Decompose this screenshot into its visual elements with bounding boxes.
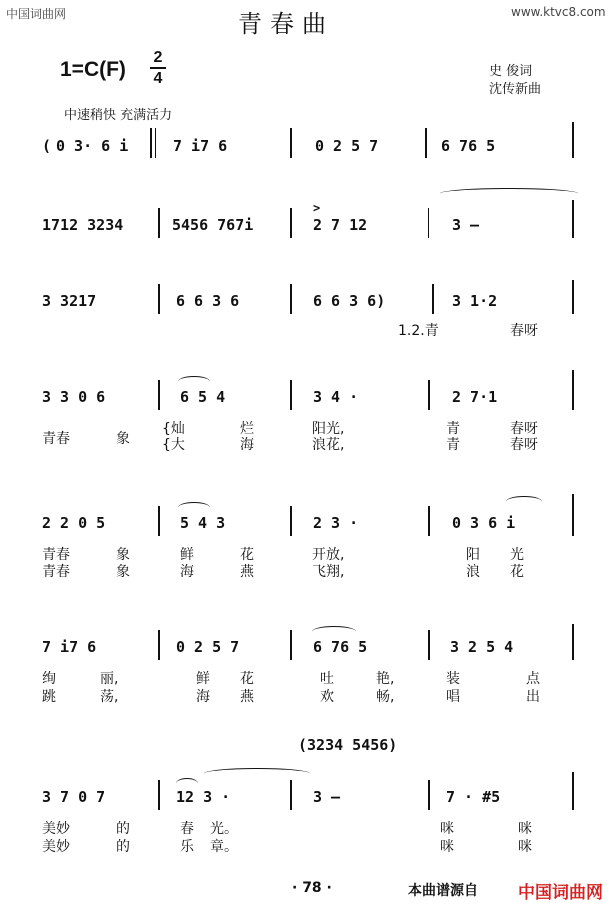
repeat-barline-thin <box>155 128 156 158</box>
barline <box>572 122 574 158</box>
lyric: 飞翔, <box>312 564 345 580</box>
slur-arc <box>506 496 542 507</box>
lyric: 出 <box>526 689 540 705</box>
lyric: {大 <box>162 437 185 453</box>
barline <box>572 624 574 660</box>
accent-mark: > <box>313 201 321 215</box>
lyric: 乐 <box>180 839 194 855</box>
lyric: 青春 <box>42 564 70 580</box>
lyric: 的 <box>116 821 130 837</box>
barline <box>158 208 160 238</box>
measure: 0 3 6 i <box>452 514 516 532</box>
lyric: 海 <box>180 564 194 580</box>
tempo-marking: 中速稍快 充满活力 <box>64 108 173 123</box>
barline-dashed <box>428 208 429 238</box>
barline <box>428 380 430 410</box>
lyric: 烂 <box>240 421 254 437</box>
watermark-left: 中国词曲网 <box>6 7 67 21</box>
measure: 5456 767i <box>172 216 254 234</box>
measure: 7 · #5 <box>446 788 501 806</box>
barline <box>572 772 574 810</box>
page-number: · 78 · <box>292 880 332 896</box>
instrumental-fill: (3234 5456) <box>298 736 398 754</box>
barline <box>428 630 430 660</box>
lyric: 浪 <box>466 564 480 580</box>
lyric: 花 <box>240 547 254 563</box>
measure: 1712 3234 <box>42 216 124 234</box>
slur-arc <box>178 376 210 387</box>
lyric: 欢 <box>320 689 334 705</box>
time-divider <box>150 67 166 69</box>
lyric: 阳 <box>466 547 480 563</box>
measure: 6 6 3 6 <box>176 292 240 310</box>
measure: 7 i7 6 <box>173 137 228 155</box>
tie-arc <box>204 768 310 779</box>
lyric: 燕 <box>240 689 254 705</box>
lyric: 浪花, <box>312 437 345 453</box>
lyric: 燕 <box>240 564 254 580</box>
barline <box>158 284 160 314</box>
lyric: 咪 <box>440 821 454 837</box>
lyric: 春呀 <box>510 323 538 339</box>
measure: 6 5 4 <box>180 388 226 406</box>
lyric: 花 <box>240 671 254 687</box>
key-signature: 1=C(F) <box>60 58 126 81</box>
lyric: 艳, <box>376 671 395 687</box>
lyric: 鲜 <box>196 671 210 687</box>
barline <box>290 128 292 158</box>
lyric: 海 <box>196 689 210 705</box>
lyric: 花 <box>510 564 524 580</box>
song-title: 青春曲 <box>238 10 334 38</box>
measure: 2 3 · <box>313 514 359 532</box>
lyric: 章。 <box>210 839 238 855</box>
measure: 2 7 12 <box>313 216 368 234</box>
measure: 3 2 5 4 <box>450 638 514 656</box>
barline <box>572 370 574 410</box>
barline <box>572 280 574 314</box>
repeat-barline <box>150 128 152 158</box>
lyric: 咪 <box>518 821 532 837</box>
composer-credit: 沈传新曲 <box>489 82 542 97</box>
lyric: 美妙 <box>42 821 70 837</box>
measure: 2 2 0 5 <box>42 514 106 532</box>
barline <box>158 630 160 660</box>
source-label: 本曲谱源自 <box>408 883 478 899</box>
tie-arc <box>440 188 578 199</box>
lyric: 跳 <box>42 689 56 705</box>
lyric: 丽, <box>100 671 119 687</box>
lyric: 的 <box>116 839 130 855</box>
time-signature <box>150 49 166 87</box>
lyric: 象 <box>116 547 130 563</box>
lyric: 装 <box>446 671 460 687</box>
lyric: 海 <box>240 437 254 453</box>
barline <box>428 506 430 536</box>
measure: 3 4 · <box>313 388 359 406</box>
measure: 0 2 5 7 <box>315 137 379 155</box>
lyric: 青春 <box>42 431 70 447</box>
lyric: 吐 <box>320 671 334 687</box>
lyric: 光 <box>510 547 524 563</box>
barline <box>572 200 574 238</box>
lyric: 畅, <box>376 689 395 705</box>
barline <box>425 128 427 158</box>
lyric: 咪 <box>518 839 532 855</box>
lyric: 春呀 <box>510 437 538 453</box>
lyric: 象 <box>116 431 130 447</box>
watermark-right: www.ktvc8.com <box>511 5 606 19</box>
barline <box>290 506 292 536</box>
measure: 3 1·2 <box>452 292 498 310</box>
measure: 0 3· 6 i <box>56 137 129 155</box>
barline <box>432 284 434 314</box>
lyricist-credit: 史 俊词 <box>489 64 533 79</box>
measure: 3 3217 <box>42 292 97 310</box>
time-top: 2 <box>153 49 163 66</box>
measure: 6 76 5 <box>313 638 368 656</box>
barline <box>572 494 574 536</box>
measure: 3 – <box>452 216 480 234</box>
lyric: 春呀 <box>510 421 538 437</box>
barline <box>290 208 292 238</box>
barline <box>158 380 160 410</box>
lyric: 咪 <box>440 839 454 855</box>
measure: 5 4 3 <box>180 514 226 532</box>
lyric: 春 <box>180 821 194 837</box>
slur-arc <box>312 626 356 637</box>
measure: 3 7 0 7 <box>42 788 106 806</box>
barline <box>158 780 160 810</box>
barline <box>428 780 430 810</box>
measure: 6 6 3 6) <box>313 292 386 310</box>
barline <box>290 380 292 410</box>
measure: 0 2 5 7 <box>176 638 240 656</box>
time-bottom: 4 <box>153 70 163 87</box>
lyric: 开放, <box>312 547 345 563</box>
measure: 7 i7 6 <box>42 638 97 656</box>
measure: 12 3 · <box>176 788 231 806</box>
lyric: 美妙 <box>42 839 70 855</box>
barline <box>158 506 160 536</box>
barline <box>290 780 292 810</box>
lyric: 荡, <box>100 689 119 705</box>
lyric: 阳光, <box>312 421 345 437</box>
lyric: 绚 <box>42 671 56 687</box>
lyric: 青 <box>446 437 460 453</box>
lyric: 青春 <box>42 547 70 563</box>
lyric: 鲜 <box>180 547 194 563</box>
measure: 2 7·1 <box>452 388 498 406</box>
lyric: 1.2.青 <box>398 323 439 339</box>
barline <box>290 630 292 660</box>
intro-paren: ( <box>42 137 52 155</box>
barline <box>290 284 292 314</box>
lyric: 唱 <box>446 689 460 705</box>
lyric: 光。 <box>210 821 238 837</box>
brand-logo-text: 中国词曲网 <box>518 883 603 903</box>
lyric: {灿 <box>162 421 185 437</box>
measure: 6 76 5 <box>441 137 496 155</box>
lyric: 象 <box>116 564 130 580</box>
measure: 3 – <box>313 788 341 806</box>
lyric: 青 <box>446 421 460 437</box>
lyric: 点 <box>526 671 540 687</box>
slur-arc <box>178 502 210 513</box>
measure: 3 3 0 6 <box>42 388 106 406</box>
